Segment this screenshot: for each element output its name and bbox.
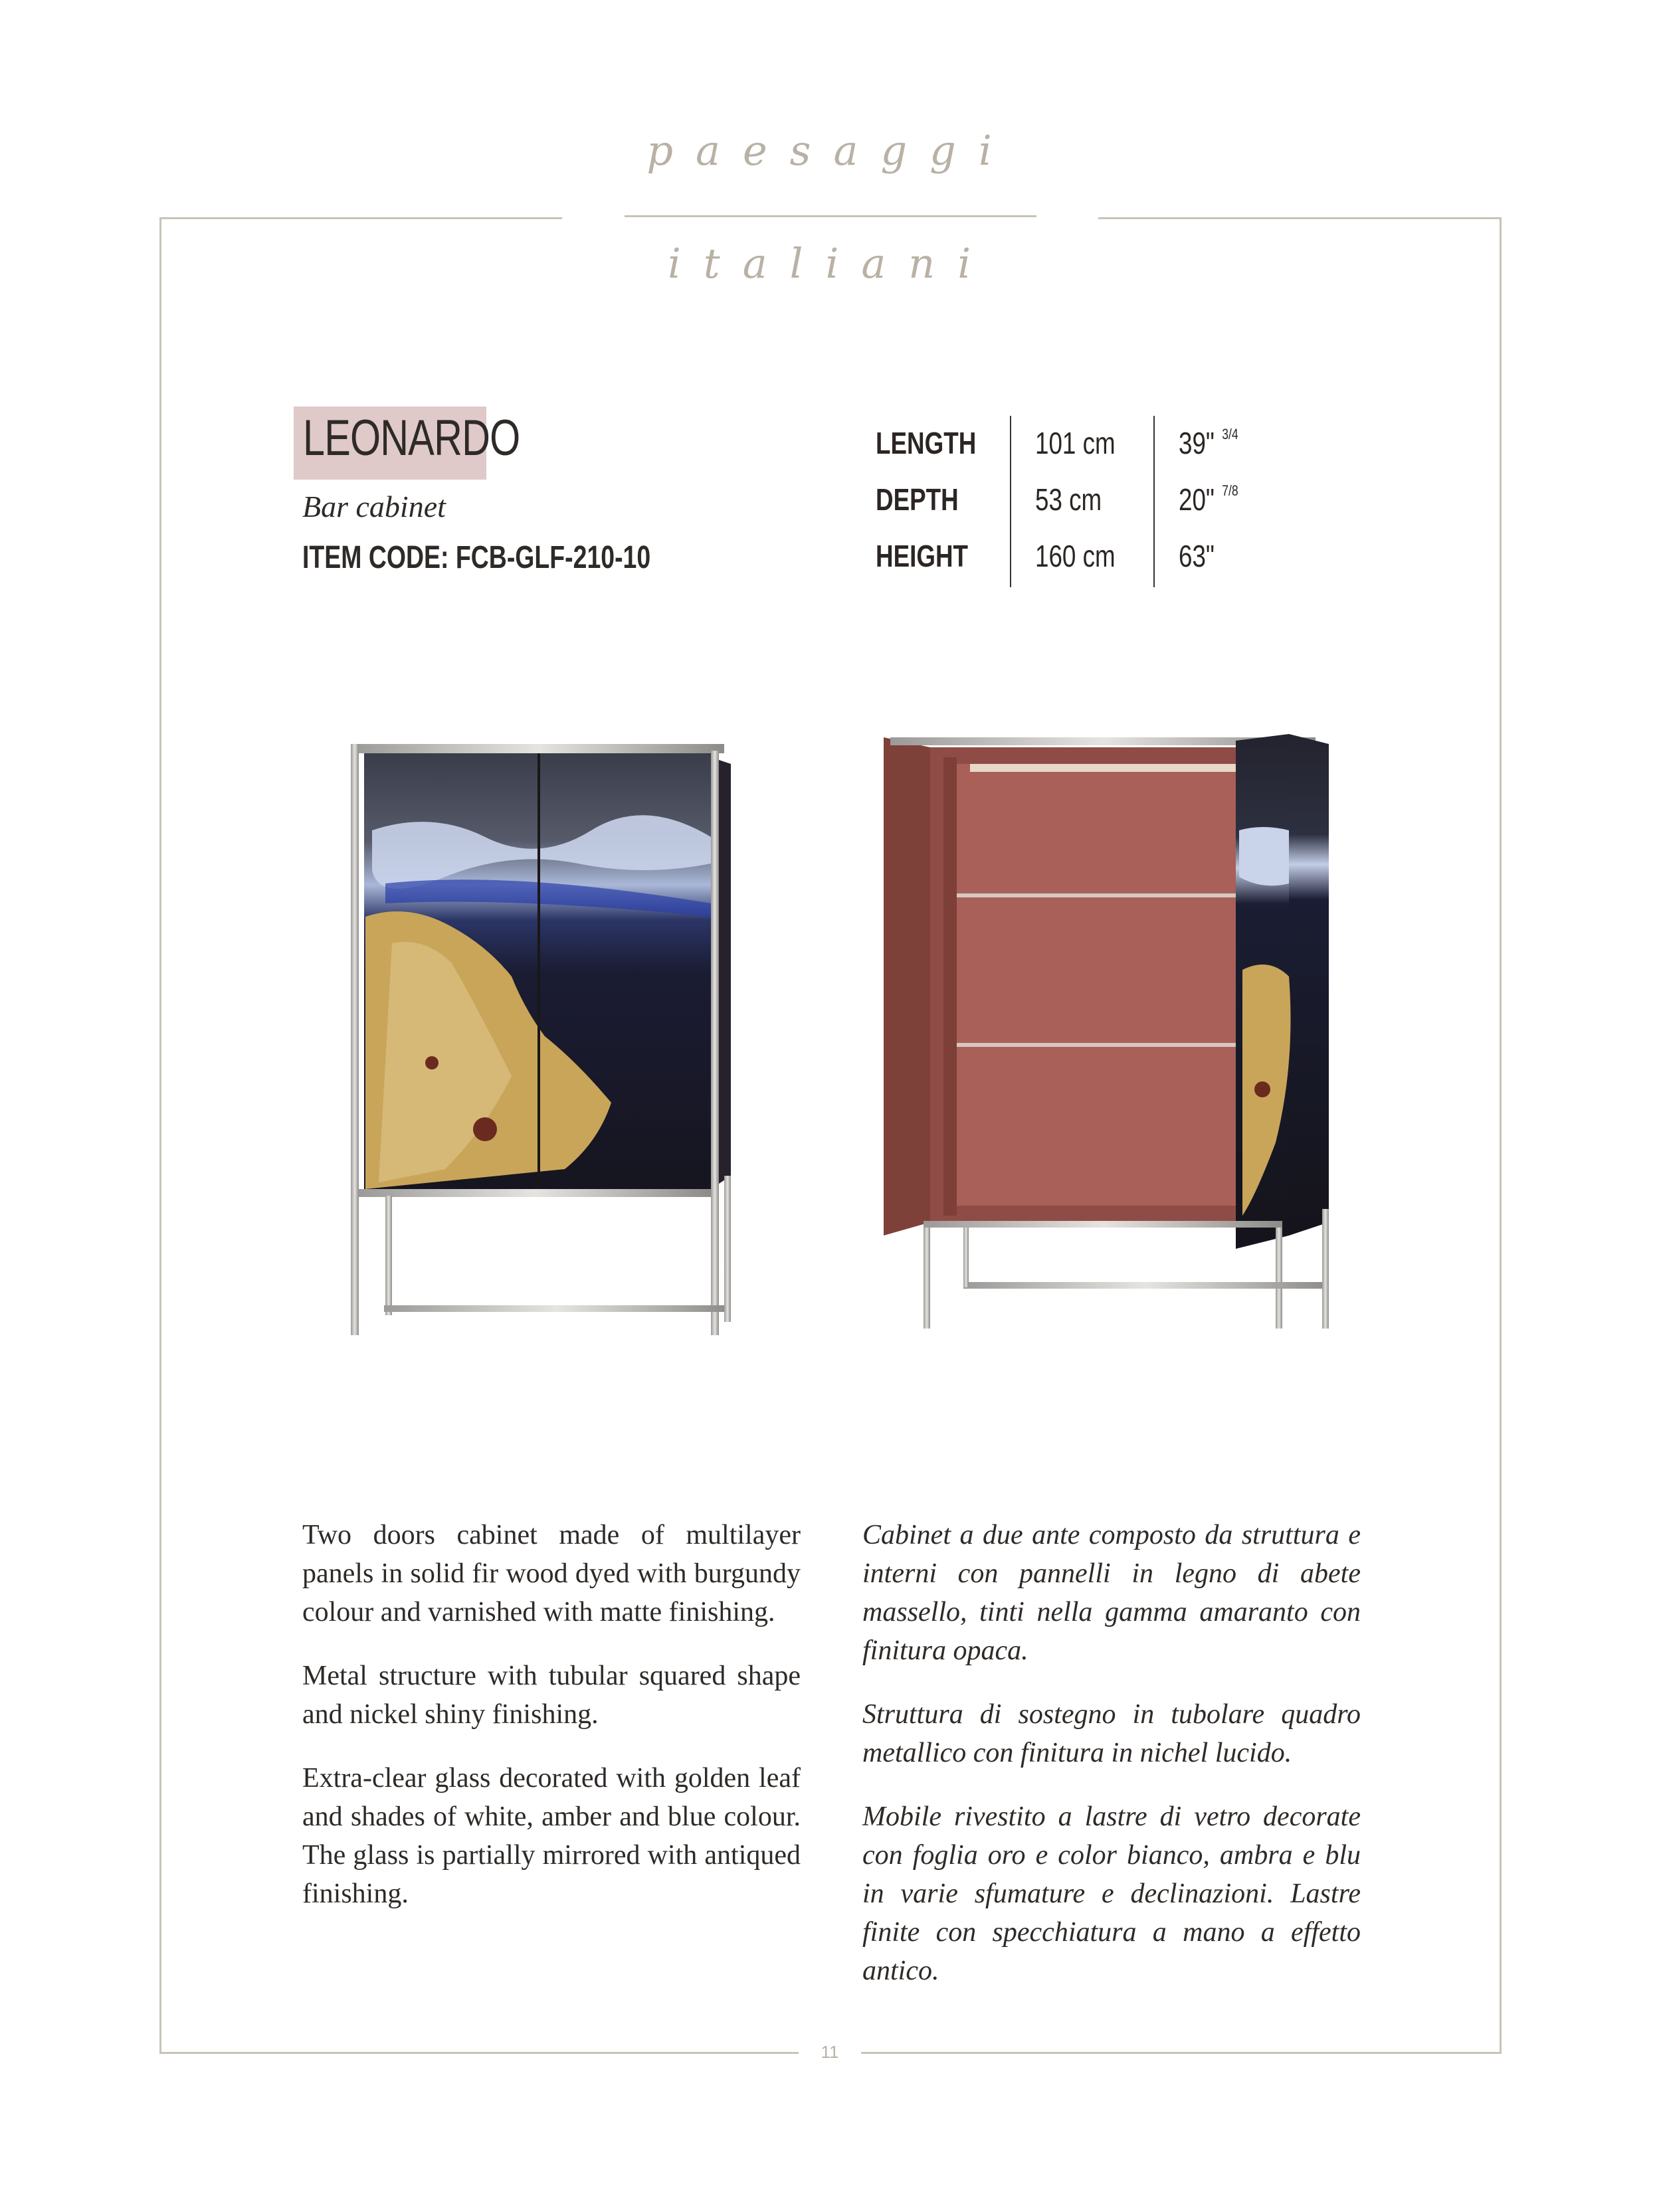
- item-code: ITEM CODE: FCB-GLF-210-10: [302, 540, 651, 575]
- frame-bottom-right: [861, 2052, 1502, 2054]
- logo-word-bottom: italiani: [667, 239, 994, 288]
- logo-word-top: paesaggi: [646, 126, 1015, 175]
- description-paragraph: Cabinet a due ante composto da struttura e interni con pannelli in legno di abete massello, tinti nella gamma amaranto con finitura opaca.: [862, 1520, 1361, 1666]
- dimension-label: LENGTH: [876, 426, 977, 460]
- frame-right: [1500, 217, 1502, 2054]
- dimension-row-height: [876, 538, 1301, 578]
- frame-bottom-left: [159, 2052, 799, 2054]
- frame-left: [159, 217, 161, 2054]
- frame-top-right: [1098, 217, 1502, 219]
- dimension-label: HEIGHT: [876, 539, 969, 573]
- product-type: Bar cabinet: [302, 490, 446, 523]
- dimension-fraction: 7/8: [1222, 482, 1238, 499]
- dimension-label: DEPTH: [876, 482, 959, 517]
- brand-logo: [625, 126, 1036, 312]
- description-italian: [862, 1516, 1361, 2015]
- dimension-inches: 20" $^{7/8}$: [1179, 482, 1238, 517]
- description-paragraph: Struttura di sostegno in tubolare quadro metallico con finitura in nichel lucido.: [862, 1699, 1361, 1768]
- cabinet-closed-photo: [312, 664, 791, 1355]
- description-english: [302, 1516, 801, 1938]
- cabinet-open-photo: [864, 664, 1369, 1355]
- dimension-row-length: [876, 425, 1301, 465]
- dimension-cm: 160 cm: [1035, 539, 1116, 573]
- product-name: LEONARDO: [303, 410, 520, 466]
- dimension-row-depth: [876, 482, 1301, 521]
- description-paragraph: Two doors cabinet made of multilayer panels in solid fir wood dyed with burgundy colour and varnished with matte finishing.: [302, 1520, 801, 1627]
- description-paragraph: Extra-clear glass decorated with golden leaf and shades of white, amber and blue colour. The glass is partially mirrored with antiqued finishing.: [302, 1763, 801, 1909]
- description-paragraph: Mobile rivestito a lastre di vetro decorate con foglia oro e color bianco, ambra e blu in varie sfumature e declinazioni. Lastre finite con specchiatura a mano a effetto antico.: [862, 1801, 1361, 1986]
- dimension-cm: 101 cm: [1035, 426, 1116, 460]
- dimension-inches: 63": [1179, 539, 1215, 573]
- description-paragraph: Metal structure with tubular squared shape and nickel shiny finishing.: [302, 1661, 801, 1730]
- dimensions-table: [876, 412, 1301, 585]
- page-number: 11: [821, 2042, 839, 2062]
- logo-rule: [625, 215, 1036, 217]
- frame-top-left: [159, 217, 562, 219]
- dimension-inches: 39" $^{3/4}$: [1179, 425, 1238, 460]
- dimension-cm: 53 cm: [1035, 482, 1102, 517]
- dimension-fraction: 3/4: [1222, 425, 1238, 442]
